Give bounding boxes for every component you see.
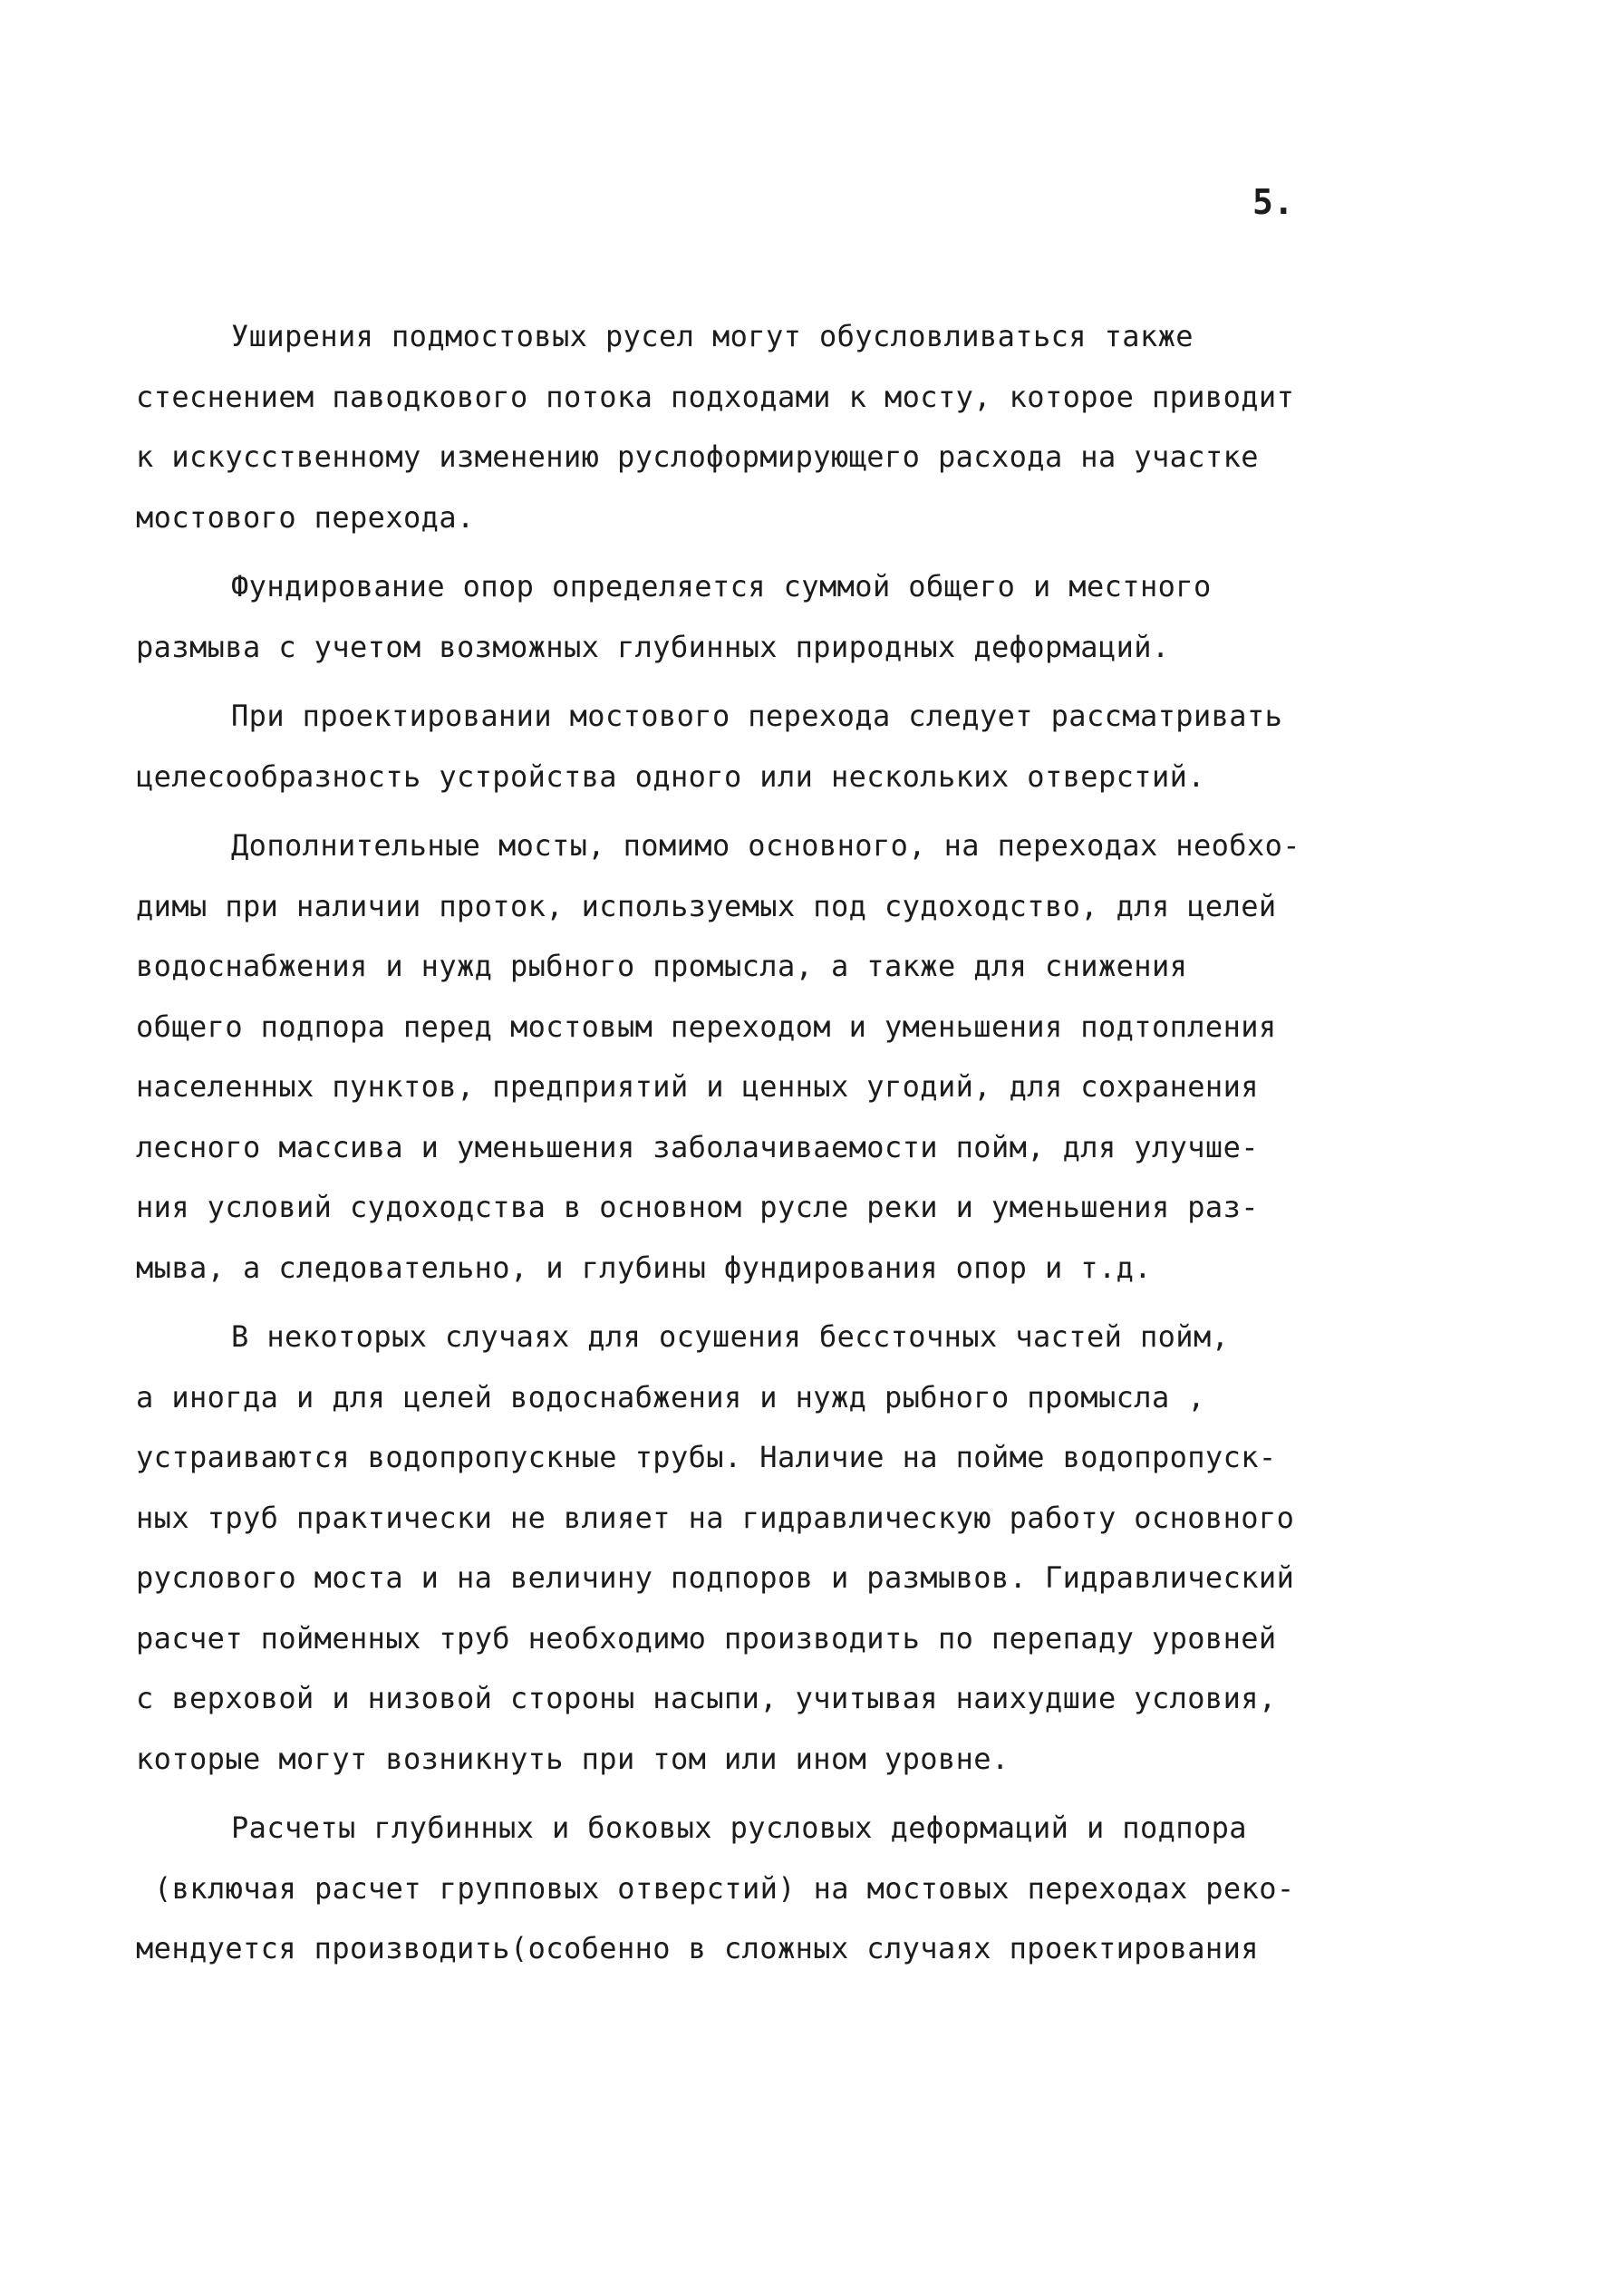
text-line: которые могут возникнуть при том или ином уровне. [136, 1741, 1010, 1776]
text-line: Дополнительные мосты, помимо основного, на переходах необхо- [231, 828, 1300, 863]
text-line: общего подпора перед мостовым переходом и уменьшения подтопления [136, 1009, 1277, 1044]
text-line: а иногда и для целей водоснабжения и нужд рыбного промысла , [136, 1379, 1205, 1415]
text-line: мыва, а следовательно, и глубины фундирования опор и т.д. [136, 1250, 1152, 1285]
text-line: целесообразность устройства одного или нескольких отверстий. [136, 758, 1205, 794]
text-line: В некоторых случаях для осушения бессточных частей пойм, [231, 1319, 1230, 1354]
text-line: стеснением паводкового потока подходами к мосту, которое приводит [136, 379, 1295, 414]
text-line: руслового моста и на величину подпоров и размывов. Гидравлический [136, 1560, 1295, 1595]
page-number: 5. [1252, 182, 1294, 222]
text-line: с верховой и низовой стороны насыпи, учитывая наихудшие условия, [136, 1681, 1277, 1715]
text-line: (включая расчет групповых отверстий) на мостовых переходах реко- [154, 1870, 1295, 1906]
text-line: ных труб практически не влияет на гидравлическую работу основного [136, 1500, 1295, 1535]
text-line: расчет пойменных труб необходимо производить по перепаду уровней [136, 1620, 1277, 1656]
text-line: димы при наличии проток, используемых под судоходство, для целей [136, 888, 1277, 923]
text-line: мендуется производить(особенно в сложных случаях проектирования [136, 1931, 1259, 1965]
text-line: мостового перехода. [136, 499, 475, 535]
text-line: Уширения подмостовых русел могут обусловливаться также [231, 319, 1194, 353]
body-text [136, 306, 1405, 1979]
text-line: При проектировании мостового перехода следует рассматривать [231, 699, 1283, 733]
text-line: Фундирование опор определяется суммой общего и местного [231, 569, 1212, 603]
text-line: устраиваются водопропускные трубы. Наличие на пойме водопропуск- [136, 1440, 1277, 1474]
text-line: лесного массива и уменьшения заболачиваемости пойм, для улучше- [136, 1129, 1259, 1164]
text-line: ния условий судоходства в основном русле реки и уменьшения раз- [136, 1190, 1259, 1224]
text-line: водоснабжения и нужд рыбного промысла, а также для снижения [136, 949, 1188, 983]
text-line: населенных пунктов, предприятий и ценных угодий, для сохранения [136, 1069, 1259, 1104]
text-line: размыва с учетом возможных глубинных природных деформаций. [136, 629, 1170, 664]
text-line: Расчеты глубинных и боковых русловых деформаций и подпора [231, 1810, 1247, 1845]
text-line: к искусственному изменению руслоформирующего расхода на участке [136, 439, 1259, 474]
